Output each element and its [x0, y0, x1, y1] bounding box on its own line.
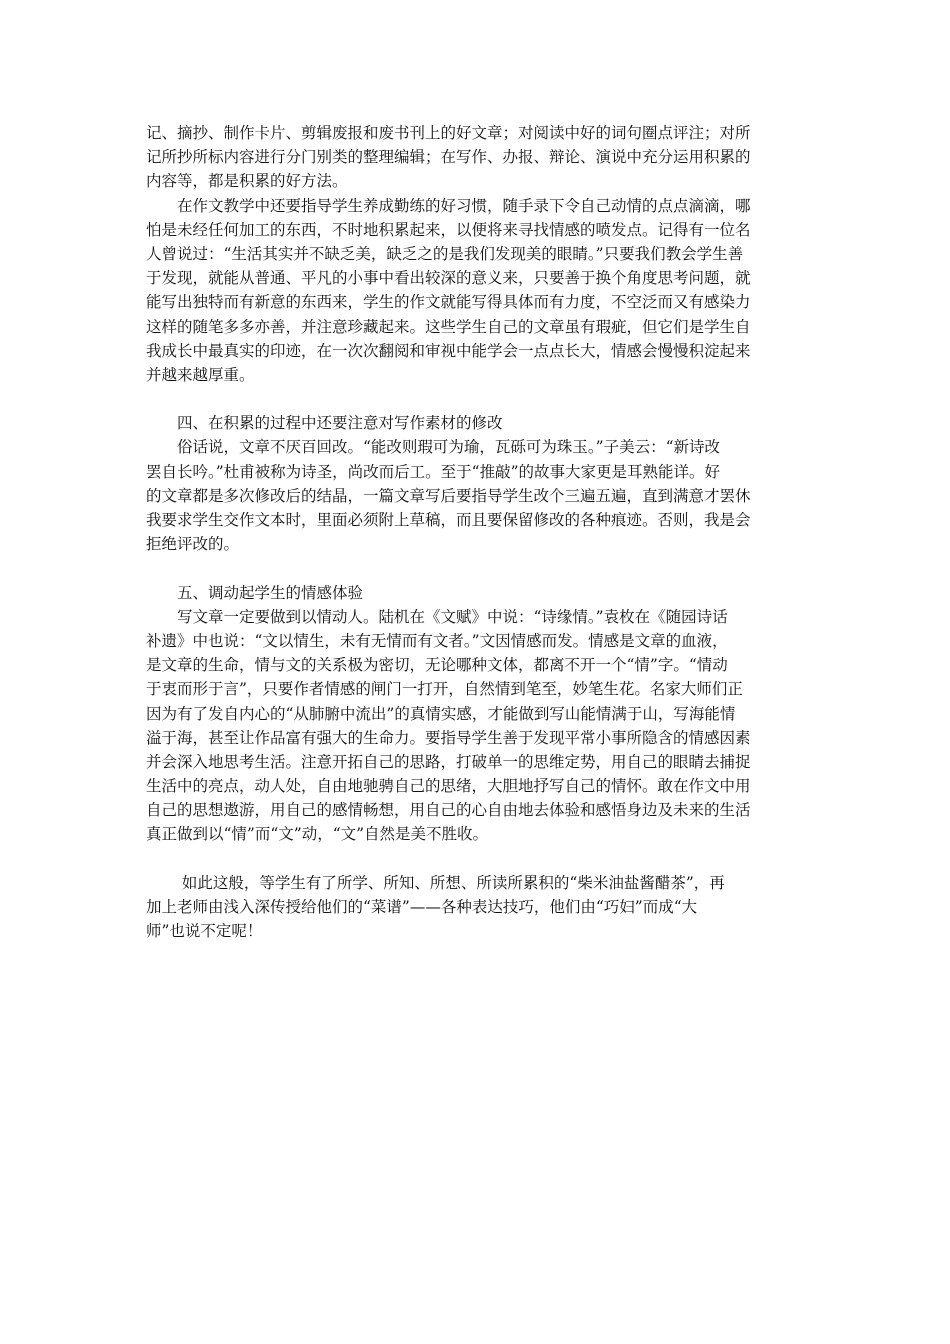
text-line: 真正做到以“情”而“文”动，“文”自然是美不胜收。	[146, 825, 489, 844]
text-line: 师”也说不定呢！	[146, 922, 263, 941]
paragraph-conclusion	[146, 871, 810, 944]
paragraph-emotion	[146, 605, 810, 847]
text-line: 我成长中最真实的印迹，在一次次翻阅和审视中能学会一点点长大，情感会慢慢积淀起来	[146, 341, 751, 360]
text-line: 在作文教学中还要指导学生养成勤练的好习惯，随手录下令自己动情的点点滴滴，哪	[146, 196, 751, 215]
text-line: 因为有了发自内心的“从肺腑中流出”的真情实感，才能做到写山能情满于山，写海能情	[146, 704, 736, 723]
text-line: 能写出独特而有新意的东西来，学生的作文就能写得具体而有力度，不空泛而又有感染力	[146, 293, 751, 312]
paragraph-practice-habits	[146, 194, 810, 388]
text-line: 人曾说过：“生活其实并不缺乏美，缺乏之的是我们发现美的眼睛。”只要我们教会学生善	[146, 244, 744, 263]
text-line: 溢于海，甚至让作品富有强大的生命力。要指导学生善于发现平常小事所隐含的情感因素	[146, 728, 751, 747]
text-line: 俗话说，文章不厌百回改。“能改则瑕可为瑜，瓦砾可为珠玉。”子美云：“新诗改	[146, 438, 721, 457]
paragraph-revision	[146, 435, 810, 556]
text-line: 加上老师由浅入深传授给他们的“菜谱”——各种表达技巧，他们由“巧妇”而成“大	[146, 898, 698, 916]
text-line: 是文章的生命，情与文的关系极为密切，无论哪种文体，都离不开一个“情”字。“情动	[146, 656, 728, 675]
paragraph-accumulation-methods	[146, 121, 810, 194]
section-heading-5: 五、调动起学生的情感体验	[146, 583, 364, 602]
text-line: 生活中的亮点，动人处，自由地驰骋自己的思绪，大胆地抒写自己的情怀。敢在作文中用	[146, 777, 751, 796]
text-line: 这样的随笔多多亦善，并注意珍藏起来。这些学生自己的文章虽有瑕疵，但它们是学生自	[146, 317, 751, 336]
text-line: 于衷而形于言”，只要作者情感的闸门一打开，自然情到笔至，妙笔生花。名家大师们正	[146, 680, 743, 699]
text-line: 并越来越厚重。	[146, 365, 255, 384]
paragraph-gap	[146, 387, 810, 411]
text-line: 补遗》中也说：“文以情生，未有无情而有文者。”文因情感而发。情感是文章的血液，	[146, 631, 728, 650]
text-line: 怕是未经任何加工的东西，不时地积累起来，以便将来寻找情感的喷发点。记得有一位名	[146, 220, 751, 239]
document-body	[146, 121, 810, 943]
text-line: 我要求学生交作文本时，里面必须附上草稿，而且要保留修改的各种痕迹。否则，我是会	[146, 511, 751, 529]
text-line: 并会深入地思考生活。注意开拓自己的思路，打破单一的思维定势，用自己的眼睛去捕捉	[146, 752, 751, 771]
text-line: 记所抄所标内容进行分门别类的整理编辑；在写作、办报、辩论、演说中充分运用积累的	[146, 148, 751, 167]
text-line: 的文章都是多次修改后的结晶，一篇文章写后要指导学生改个三遍五遍，直到满意才罢休	[146, 486, 751, 505]
text-line: 记、摘抄、制作卡片、剪辑废报和废书刊上的好文章；对阅读中好的词句圈点评注；对所	[146, 124, 751, 142]
section-heading-4: 四、在积累的过程中还要注意对写作素材的修改	[146, 414, 503, 433]
text-line: 自己的思想遨游，用自己的感情畅想，用自己的心自由地去体验和感悟身边及未来的生活	[146, 801, 751, 820]
text-line: 内容等，都是积累的好方法。	[146, 172, 348, 191]
text-line: 拒绝评改的。	[146, 535, 240, 554]
paragraph-gap	[146, 556, 810, 580]
paragraph-gap	[146, 847, 810, 871]
text-line: 罢自长吟。”杜甫被称为诗圣，尚改而后工。至于“推敲”的故事大家更是耳熟能详。好	[146, 462, 721, 481]
text-line: 如此这般，等学生有了所学、所知、所想、所读所累积的“柴米油盐酱醋茶”，再	[146, 873, 725, 892]
text-line: 于发现，就能从普通、平凡的小事中看出较深的意义来，只要善于换个角度思考问题，就	[146, 269, 751, 288]
text-line: 写文章一定要做到以情动人。陆机在《文赋》中说：“诗缘情。”袁枚在《随园诗话	[146, 607, 728, 626]
